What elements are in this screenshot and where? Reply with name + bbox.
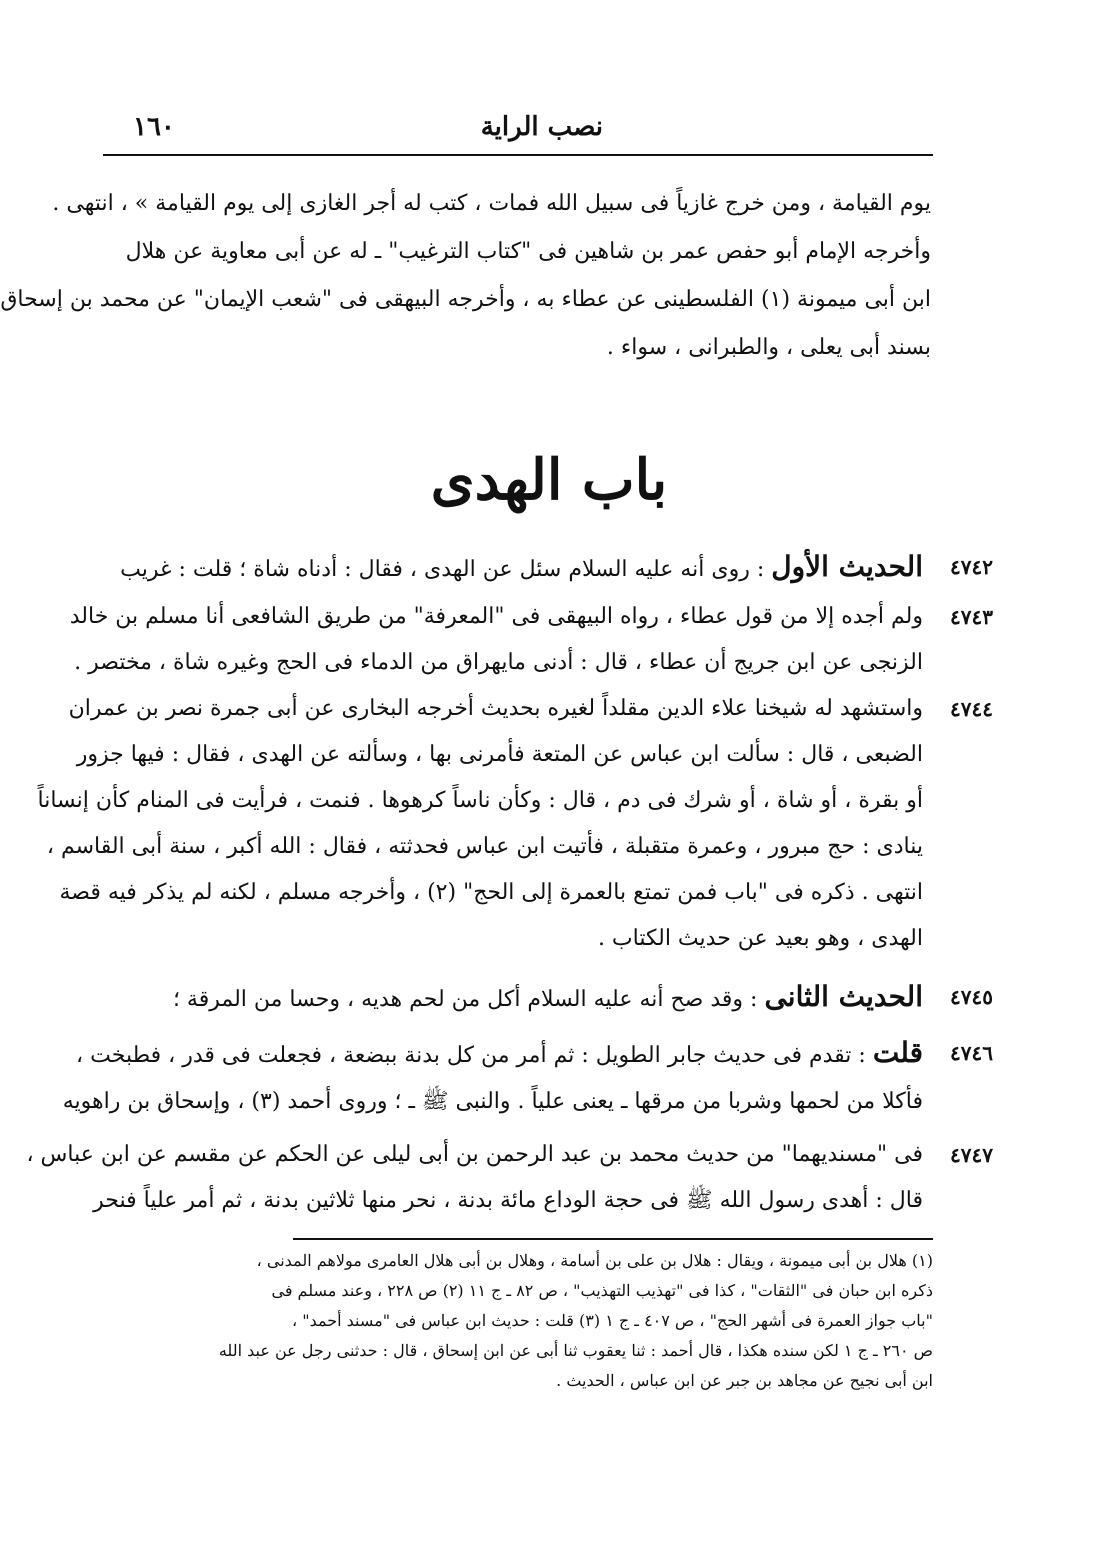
entry-lead: الحديث الأول (771, 550, 923, 583)
entry-line: فأكلا من لحمها وشربا من مرقها ـ يعنى علياً . والنبى ﷺ ـ ؛ وروى أحمد (٣) ، وإسحاق بن راهويه (62, 1089, 923, 1114)
footnote-line: ابن أبى نجيح عن مجاهد بن جبر عن ابن عباس ، الحديث . (556, 1371, 933, 1390)
hadith-entry (103, 974, 993, 1020)
entry-line: الضبعى ، قال : سألت ابن عباس عن المتعة فأمرنى بها ، وسألته عن الهدى ، فقال : فيها جزور (76, 742, 923, 767)
footnotes (113, 1246, 933, 1396)
entry-lead: قلت (872, 1036, 923, 1069)
entry-line-text: : تقدم فى حديث جابر الطويل : ثم أمر من كل بدنة ببضعة ، فجعلت فى قدر ، فطبخت ، (76, 1043, 866, 1068)
entry-line (103, 544, 923, 593)
entry-number: ٤٧٤٦ (950, 1041, 993, 1065)
entry-text (69, 594, 923, 686)
intro-line: وأخرجه الإمام أبو حفص عمر بن شاهين فى "كتاب الترغيب" ـ له عن أبى معاوية عن هلال (125, 239, 931, 264)
entry-line: ولم أجده إلا من قول عطاء ، رواه البيهقى فى "المعرفة" من طريق الشافعى أنا مسلم بن خالد (69, 604, 923, 629)
entry-text (37, 686, 923, 962)
entry-line (103, 974, 923, 1023)
footnote-rule (293, 1238, 933, 1240)
running-header (103, 112, 933, 152)
entry-number: ٤٧٤٤ (950, 697, 993, 721)
intro-line: ابن أبى ميمونة (١) الفلسطينى عن عطاء به ، وأخرجه البيهقى فى "شعب الإيمان" عن محمد بن إسحاق (0, 287, 931, 312)
chapter-title: باب الهدى (430, 447, 668, 513)
entry-number: ٤٧٤٧ (950, 1143, 993, 1167)
hadith-entry (103, 544, 993, 590)
hadith-entry (69, 594, 993, 686)
intro-line: يوم القيامة ، ومن خرج غازياً فى سبيل الله فمات ، كتب له أجر الغازى إلى يوم القيامة » ، انتهى . (52, 191, 931, 216)
entry-number: ٤٧٤٥ (950, 985, 993, 1009)
intro-paragraph (0, 180, 931, 372)
footnote-line: ص ٢٦٠ ـ ج ١ لكن سنده هكذا ، قال أحمد : ثنا يعقوب ثنا أبى عن ابن إسحاق ، قال : حدثنى رجل عن عبد الله (218, 1341, 933, 1360)
entry-text (62, 1030, 923, 1125)
entry-line: انتهى . ذكره فى "باب فمن تمتع بالعمرة إلى الحج" (٢) ، وأخرجه مسلم ، لكنه لم يذكر فيه قصة (59, 880, 923, 905)
entry-text (103, 974, 923, 1023)
footnote-line: "باب جواز العمرة فى أشهر الحج" ، ص ٤٠٧ ـ ج ١ (٣) قلت : حديث ابن عباس فى "مسند أحمد" ، (291, 1311, 933, 1330)
entry-line: واستشهد له شيخنا علاء الدين مقلداً لغيره بحديث أخرجه البخارى عن أبى جمرة نصر بن عمران (68, 696, 923, 721)
running-title: نصب الراية (480, 112, 603, 142)
entry-line: الهدى ، وهو بعيد عن حديث الكتاب . (597, 926, 923, 951)
entry-line: الزنجى عن ابن جريج أن عطاء ، قال : أدنى مايهراق من الدماء فى الحج وغيره شاة ، مختصر . (74, 650, 923, 675)
header-rule (103, 154, 933, 156)
entry-number: ٤٧٤٢ (950, 555, 993, 579)
entry-line: قال : أهدى رسول الله ﷺ فى حجة الوداع مائة بدنة ، نحر منها ثلاثين بدنة ، ثم أمر علياً فنحر (93, 1188, 923, 1213)
entry-line-text: : وقد صح أنه عليه السلام أكل من لحم هديه ، وحسا من المرقة ؛ (172, 987, 758, 1012)
entry-text (103, 544, 923, 593)
footnote-line: ذكره ابن حبان فى "الثقات" ، كذا فى "تهذيب التهذيب" ، ص ٨٢ ـ ج ١١ (٢) ص ٢٢٨ ، وعند مسلم فى (271, 1281, 933, 1300)
intro-line: بسند أبى يعلى ، والطبرانى ، سواء . (606, 335, 931, 360)
entry-line: ينادى : حج مبرور ، وعمرة متقبلة ، فأتيت ابن عباس فحدثته ، فقال : الله أكبر ، سنة أبى القاسم ، (46, 834, 923, 859)
entry-line-text: : روى أنه عليه السلام سئل عن الهدى ، فقال : أدناه شاة ؛ قلت : غريب (120, 557, 765, 582)
entry-line: أو بقرة ، أو شاة ، أو شرك فى دم ، قال : وكأن ناساً كرهوها . فنمت ، فرأيت فى المنام كأن إنساناً (37, 788, 923, 813)
entry-number: ٤٧٤٣ (950, 605, 993, 629)
entry-lead: الحديث الثانى (764, 980, 923, 1013)
entry-line (76, 1030, 923, 1079)
hadith-entry (37, 686, 993, 962)
page-number: ١٦٠ (133, 112, 175, 142)
footnote-line: (١) هلال بن أبى ميمونة ، ويقال : هلال بن على بن أسامة ، وهلال بن أبى هلال العامرى مولاهم المدنى ، (256, 1251, 933, 1270)
entry-line: فى "مسنديهما" من حديث محمد بن عبد الرحمن بن أبى ليلى عن الحكم عن مقسم عن ابن عباس ، (26, 1142, 923, 1167)
hadith-entry (62, 1030, 993, 1122)
hadith-entry (26, 1132, 993, 1224)
entry-text (26, 1132, 923, 1224)
